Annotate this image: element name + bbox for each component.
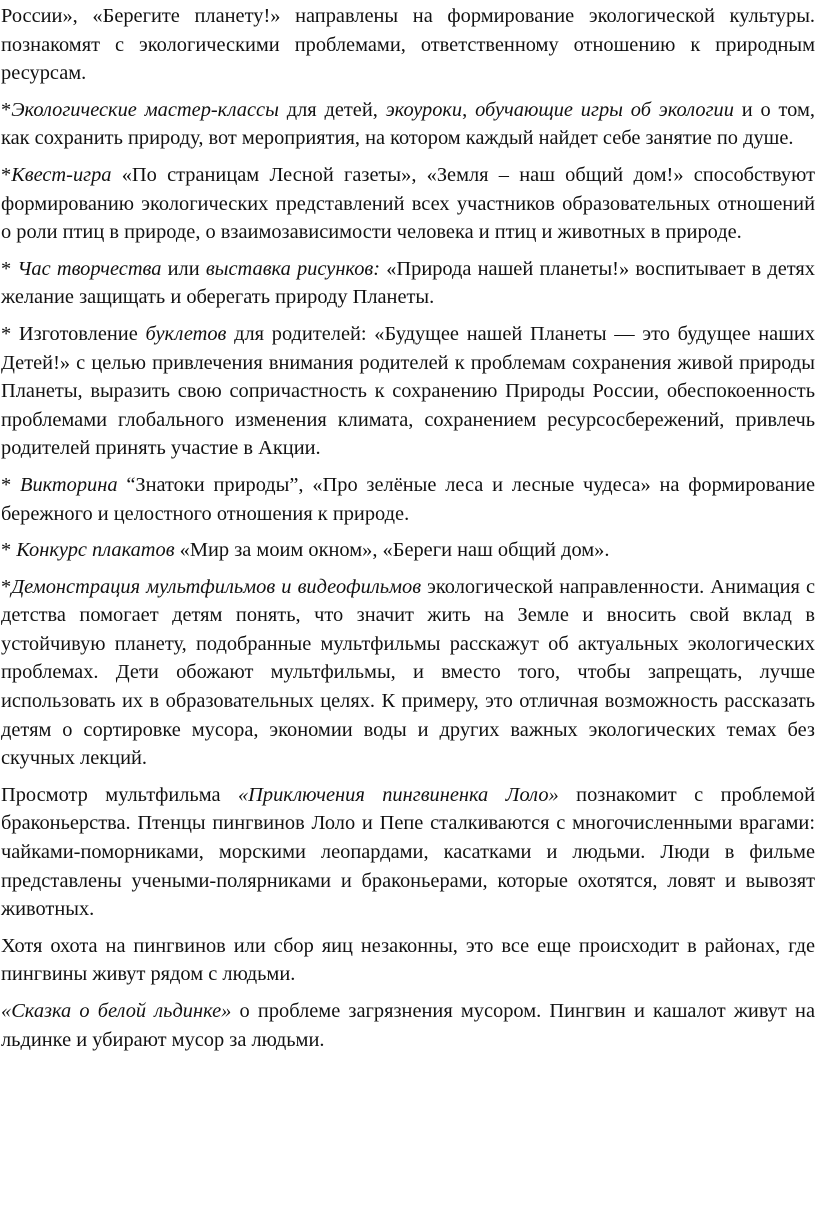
text-run: о проблеме загрязнения мусором. Пингвин и кашалот живут на льдинке и убирают мусор за людьми. (1, 1000, 815, 1051)
paragraph-hunting (0, 932, 816, 989)
text-run: * Изготовление (1, 322, 146, 345)
text-run-italic: «Сказка о белой льдинке» (1, 1000, 232, 1022)
bullet-asterisk: * (1, 473, 20, 496)
paragraph-quest-game (0, 161, 816, 247)
text-run: Хотя охота на пингвинов или сбор яиц незаконны, это все еще происходит в районах, где пингвины живут рядом с людьми. (1, 934, 815, 986)
text-run: и о том, как сохранить природу, вот мероприятия, на котором каждый найдет себе занятие по душе. (1, 98, 815, 150)
paragraph-eco-culture (0, 2, 816, 88)
text-run-italic: Конкурс плакатов (16, 539, 175, 562)
text-run: Просмотр мультфильма (1, 783, 238, 806)
text-run: «Природа нашей планеты!» воспитывает в детях желание защищать и оберегать природу Планеты. (1, 257, 815, 309)
paragraph-penguin-lolo (0, 781, 816, 924)
text-run-italic: «Приключения пингвиненка Лоло» (237, 783, 559, 806)
paragraph-master-classes (0, 96, 816, 153)
paragraph-creativity-hour (0, 255, 816, 312)
paragraph-poster-contest (0, 536, 816, 565)
paragraph-cartoons (0, 573, 816, 773)
bullet-asterisk: * (1, 575, 12, 598)
text-run-italic: Демонстрация мультфильмов и видеофильмов (11, 575, 422, 598)
bullet-asterisk: * (1, 539, 17, 562)
text-run-italic: Экологические мастер-классы (11, 98, 279, 121)
text-run-italic: выставка рисунков: (205, 257, 381, 280)
text-run: «По страницам Лесной газеты», «Земля – наш общий дом!» способствуют формированию экологических представлений всех участников образовательных отношений о роли птиц в природе, о взаимозависимости человека и птиц и животных в природе. (1, 163, 815, 244)
paragraph-quiz (0, 471, 816, 528)
text-run: России», «Берегите планету!» направлены на формирование экологической культуры. познакомят с экологическими проблемами, ответственному отношению к природным ресурсам. (1, 5, 815, 85)
text-run-italic: экоуроки (385, 98, 463, 121)
text-run-italic: обучающие игры об экологии (475, 98, 734, 121)
text-run-italic: Квест-игра (11, 163, 112, 186)
text-run: для детей, (278, 98, 386, 121)
text-run: “Знатоки природы”, «Про зелёные леса и лесные чудеса» на формирование бережного и целостного отношения к природе. (1, 473, 816, 525)
bullet-asterisk: * (1, 98, 12, 121)
paragraph-booklets (0, 320, 816, 463)
text-run: , (462, 98, 476, 121)
text-run-italic: Викторина (20, 473, 118, 496)
bullet-asterisk: * (1, 257, 18, 280)
text-run-italic: Час творчества (17, 257, 162, 280)
text-run: экологической направленности. Анимация с детства помогает детям понять, что значит жить на Земле и вносить свой вклад в устойчивую планету, подобранные мультфильмы расскажут об актуальных экологических проблемах. Дети обожают мультфильмы, и вместо того, чтобы запрещать, лучше использовать их в образовательных целях. К примеру, это отличная возможность рассказать детям о сортировке мусора, экономии воды и других важных экологических темах без скучных лекций. (1, 575, 815, 770)
text-run: для родителей: «Будущее нашей Планеты — это будущее наших Детей!» с целью привлечения внимания родителей к проблемам сохранения живой природы Планеты, выразить свою сопричастность к сохранению Природы России, обеспокоенность проблемами глобального изменения климата, сохранением ресурсосбережений, привлечь родителей принять участие в Акции. (1, 322, 815, 460)
paragraph-ice-tale (0, 997, 816, 1054)
text-run: «Мир за моим окном», «Береги наш общий дом». (174, 539, 610, 562)
text-run: или (161, 257, 206, 280)
bullet-asterisk: * (1, 163, 12, 186)
text-run-italic: буклетов (145, 322, 227, 345)
text-run: познакомит с проблемой браконьерства. Птенцы пингвинов Лоло и Пепе сталкиваются с многочисленными врагами: чайками-поморниками, морскими леопардами, касатками и людьми. Люди в фильме представлены учеными-полярниками и браконьерами, которые охотятся, ловят и вывозят животных. (1, 783, 816, 921)
